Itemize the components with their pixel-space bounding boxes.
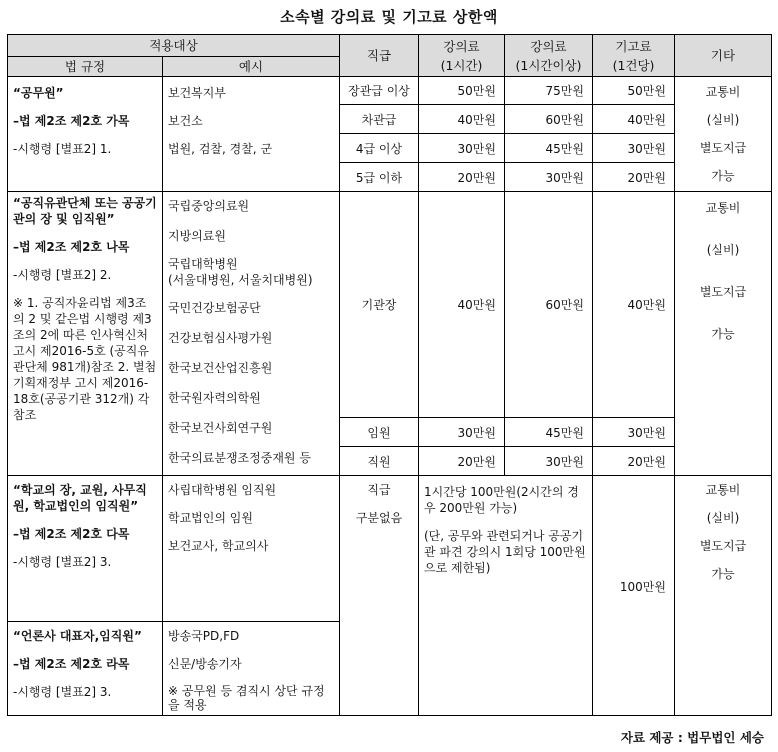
lecture-over-1h-cell: 60만원 (505, 105, 593, 134)
etc-cell-public-institution: 교통비 (실비) 별도지급 가능 (675, 192, 772, 476)
lecture-over-1h-cell: 75만원 (505, 77, 593, 105)
page-title: 소속별 강의료 및 기고료 상한액 (280, 8, 498, 26)
lecture-over-1h-cell: 30만원 (505, 163, 593, 192)
header-grade: 직급 (340, 35, 419, 77)
contribution-cell: 20만원 (593, 447, 675, 476)
header-example: 예시 (163, 57, 340, 77)
law-cell-press: “언론사 대표자,임직원” –법 제2조 제2호 라목 -시행령 [별표2] 3. (8, 622, 163, 716)
contribution-cell: 40만원 (593, 192, 675, 418)
lecture-fee-school-cell: 1시간당 100만원(2시간의 경우 200만원 가능) (단, 공무와 관련되거나 공공기관 파견 강의시 1회당 100만원으로 제한됨) (419, 476, 593, 716)
header-row-1 (8, 35, 772, 57)
lecture-over-1h-cell: 45만원 (505, 134, 593, 163)
contribution-cell: 20만원 (593, 163, 675, 192)
header-etc: 기타 (675, 35, 772, 77)
lecture-over-1h-cell: 30만원 (505, 447, 593, 476)
law-cell-school: “학교의 장, 교원, 사무직원, 학교법인의 임직원” –법 제2조 제2호 다목 -시행령 [별표2] 3. (8, 476, 163, 622)
header-lecture-1h: 강의료 (1시간) (419, 35, 505, 77)
law-cell-public-official: “공무원” –법 제2조 제2호 가목 -시행령 [별표2] 1. (8, 77, 163, 192)
lecture-over-1h-cell: 60만원 (505, 192, 593, 418)
grade-cell: 직원 (340, 447, 419, 476)
fee-table (7, 34, 772, 716)
etc-cell-public-official: 교통비 (실비) 별도지급 가능 (675, 77, 772, 192)
example-cell-public-institution: 국립중앙의료원 지방의료원 국립대학병원 (서울대병원, 서울치대병원) 국민건강보험공단 건강보험심사평가원 한국보건산업진흥원 한국원자력의학원 한국보건사회연구원 한국의료분쟁조정중재원 등 (163, 192, 340, 476)
lecture-1h-cell: 20만원 (419, 447, 505, 476)
example-cell-press: 방송국PD,FD 신문/방송기자 ※ 공무원 등 겸직시 상단 규정을 적용 (163, 622, 340, 716)
grade-cell: 임원 (340, 418, 419, 447)
header-target-group: 적용대상 (8, 35, 340, 57)
grade-cell: 5급 이하 (340, 163, 419, 192)
grade-cell-no-distinction: 직급 구분없음 (340, 476, 419, 716)
contribution-cell: 50만원 (593, 77, 675, 105)
lecture-1h-cell: 40만원 (419, 192, 505, 418)
note-text: ※ 1. 공직자윤리법 제3조의 2 및 같은법 시행령 제3조의 2에 따른 인사혁신처 고시 제2016-5호 (공직유관단체 981개)참조 2. 별첨 기획재정부 고시 제2016-18호(공공기관 312개) 각 참조 (13, 296, 157, 422)
header-contribution: 기고료 (1건당) (593, 35, 675, 77)
grade-cell: 장관급 이상 (340, 77, 419, 105)
law-cell-public-institution: “공직유관단체 또는 공공기관의 장 및 임직원” –법 제2조 제2호 나목 -시행령 [별표2] 2. ※ 1. 공직자윤리법 제3조의 2 및 같은법 시행령 제3조의 2에 따른 인사혁신처 고시 제2016-5호 (공직유관단체 981개)참조 2. 별첨 기획재정부 고시 제2016-18호(공공기관 312개) 각 참조 (8, 192, 163, 476)
lecture-1h-cell: 50만원 (419, 77, 505, 105)
etc-cell-school: 교통비 (실비) 별도지급 가능 (675, 476, 772, 716)
contribution-cell: 30만원 (593, 134, 675, 163)
lecture-1h-cell: 30만원 (419, 418, 505, 447)
table-row (8, 77, 772, 105)
contribution-cell-school: 100만원 (593, 476, 675, 716)
example-cell-public-official: 보건복지부 보건소 법원, 검찰, 경찰, 군 (163, 77, 340, 192)
source-credit: 자료 제공 : 법무법인 세승 (620, 730, 764, 745)
table-row (8, 476, 772, 622)
lecture-1h-cell: 30만원 (419, 134, 505, 163)
lecture-1h-cell: 40만원 (419, 105, 505, 134)
example-cell-school: 사립대학병원 임직원 학교법인의 임원 보건교사, 학교의사 (163, 476, 340, 622)
grade-cell: 4급 이상 (340, 134, 419, 163)
contribution-cell: 40만원 (593, 105, 675, 134)
header-lecture-over-1h: 강의료 (1시간이상) (505, 35, 593, 77)
contribution-cell: 30만원 (593, 418, 675, 447)
grade-cell: 차관급 (340, 105, 419, 134)
lecture-1h-cell: 20만원 (419, 163, 505, 192)
lecture-over-1h-cell: 45만원 (505, 418, 593, 447)
grade-cell: 기관장 (340, 192, 419, 418)
table-row (8, 192, 772, 418)
header-law: 법 규정 (8, 57, 163, 77)
